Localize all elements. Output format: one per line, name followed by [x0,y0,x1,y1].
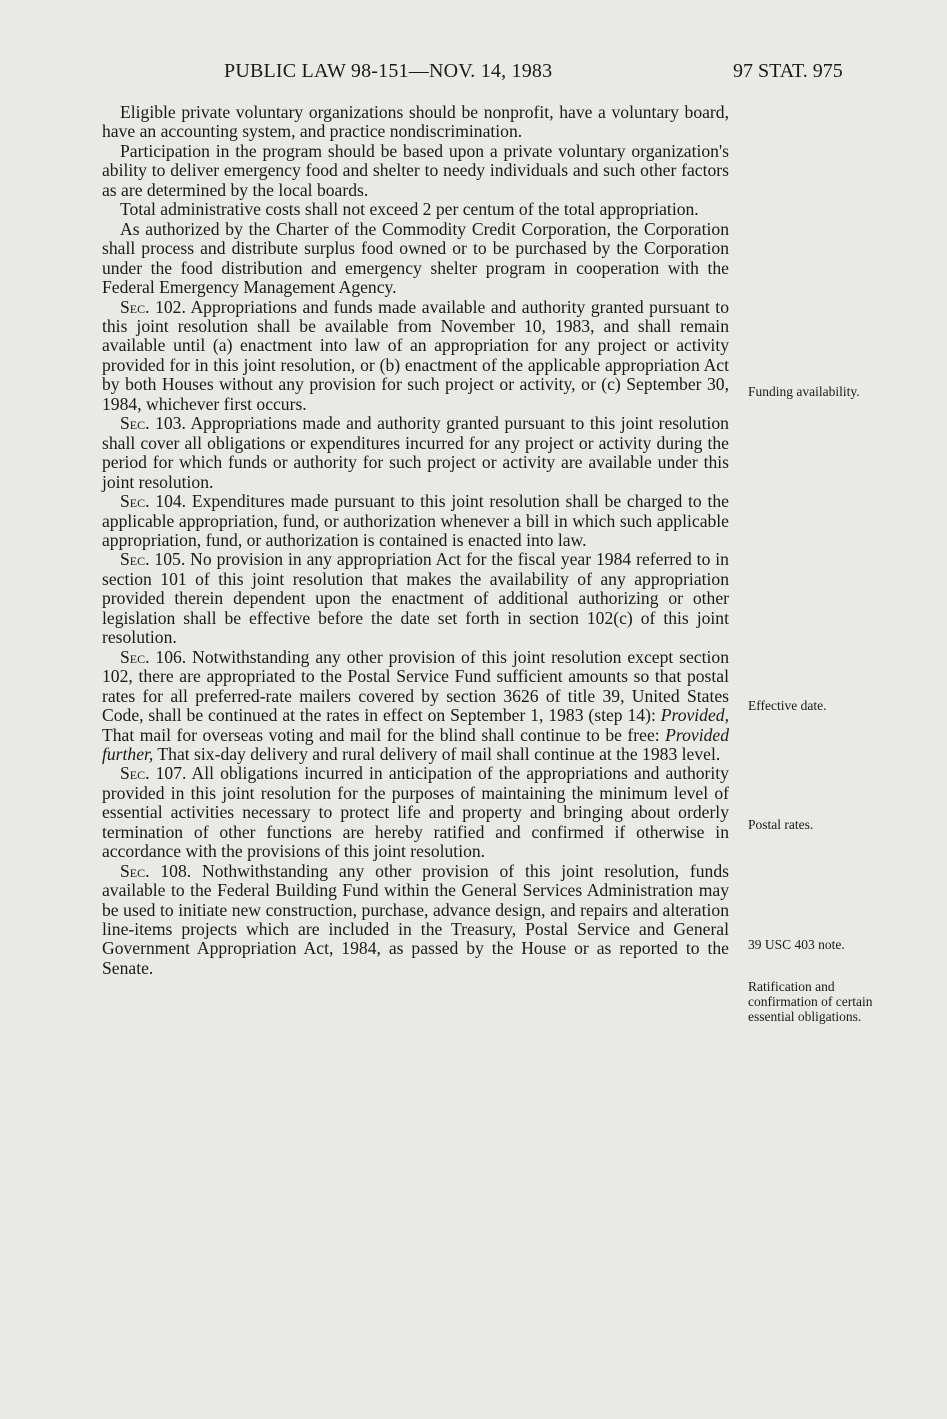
paragraph: As authorized by the Charter of the Commodity Credit Corporation, the Corporation shall process and distribute surplus food owned or to be purchased by the Corporation under the food distribution and emergency shelter program in cooperation with the Federal Emergency Management Agency. [102,218,729,298]
paragraph: Participation in the program should be based upon a private voluntary organization's ability to deliver emergency food and shelter to needy individuals and such other factors as are determined by the local boards. [102,140,729,200]
statute-page-reference: 97 STAT. 975 [733,60,843,82]
section-number: Sec. 104. [120,491,187,512]
section-104: Sec. 104. Expenditures made pursuant to this joint resolution shall be charged to the applicable appropriation, fund, or authorization whenever a bill in which such applicable appropriation, fund, or authorization is contained is enacted into law. [102,491,729,550]
margin-note-effective-date: Effective date. [748,698,827,713]
paragraph: Eligible private voluntary organizations should be nonprofit, have a voluntary board, have an accounting system, and practice nondiscrimination. [102,102,729,142]
section-105: Sec. 105. No provision in any appropriation Act for the fiscal year 1984 referred to in section 101 of this joint resolution that makes the availability of any appropriation provided therein dependent upon the enactment of additional authorizing or other legislation shall be effective before the date set forth in section 102(c) of this joint resolution. [102,549,729,648]
margin-note-usc-citation: 39 USC 403 note. [748,937,845,952]
page-header-title: PUBLIC LAW 98-151—NOV. 14, 1983 [224,60,553,82]
section-107: Sec. 107. All obligations incurred in anticipation of the appropriations and authority provided in this joint resolution for the purposes of maintaining the minimum level of essential activities necessary to protect life and property and bringing about orderly termination of other functions are hereby ratified and confirmed if otherwise in accordance with the provisions of this joint resolution. [102,763,729,862]
body-text [102,103,729,978]
section-number: Sec. 103. [120,413,186,434]
section-number: Sec. 102. [120,296,186,317]
section-number: Sec. 108. [120,860,192,881]
section-number: Sec. 107. [120,763,187,784]
margin-note-postal-rates: Postal rates. [748,817,814,832]
section-number: Sec. 105. [120,549,186,570]
paragraph: Total administrative costs shall not exceed 2 per centum of the total appropriation. [120,199,699,220]
section-number: Sec. 106. [120,646,187,667]
margin-note-ratification: Ratification and confirmation of certain essential obligations. [748,979,873,1024]
section-108: Sec. 108. Nothwithstanding any other provision of this joint resolution, funds available to the Federal Building Fund within the General Services Administration may be used to initiate new construction, purchase, advance design, and repairs and alteration line-items projects which are included in the Treasury, Postal Service and General Government Appropriation Act, 1984, as passed by the House or as reported to the Senate. [102,860,729,978]
section-103: Sec. 103. Appropriations made and authority granted pursuant to this joint resolution shall cover all obligations or expenditures incurred for any project or activity during the period for which funds or authority for such project or activity are available under this joint resolution. [102,413,729,492]
section-102: Sec. 102. Appropriations and funds made available and authority granted pursuant to this joint resolution shall be available from November 10, 1983, and shall remain available until (a) enactment into law of an appropriation for any project or activity provided for in this joint resolution, or (b) enactment of the applicable appropriation Act by both Houses without any provision for such project or activity, or (c) September 30, 1984, whichever first occurs. [102,296,729,414]
section-106: Sec. 106. Notwithstanding any other provision of this joint resolution except section 102, there are appropriated to the Postal Service Fund sufficient amounts so that postal rates for all preferred-rate mailers covered by section 3626 of title 39, United States Code, shall be continued at the rates in effect on September 1, 1983 (step 14): Provided, That mail for overseas voting and mail for the blind shall continue to be free: Provided further, That six-day delivery and rural delivery of mail shall continue at the 1983 level. [102,646,729,764]
margin-note-funding: Funding availability. [748,384,860,399]
